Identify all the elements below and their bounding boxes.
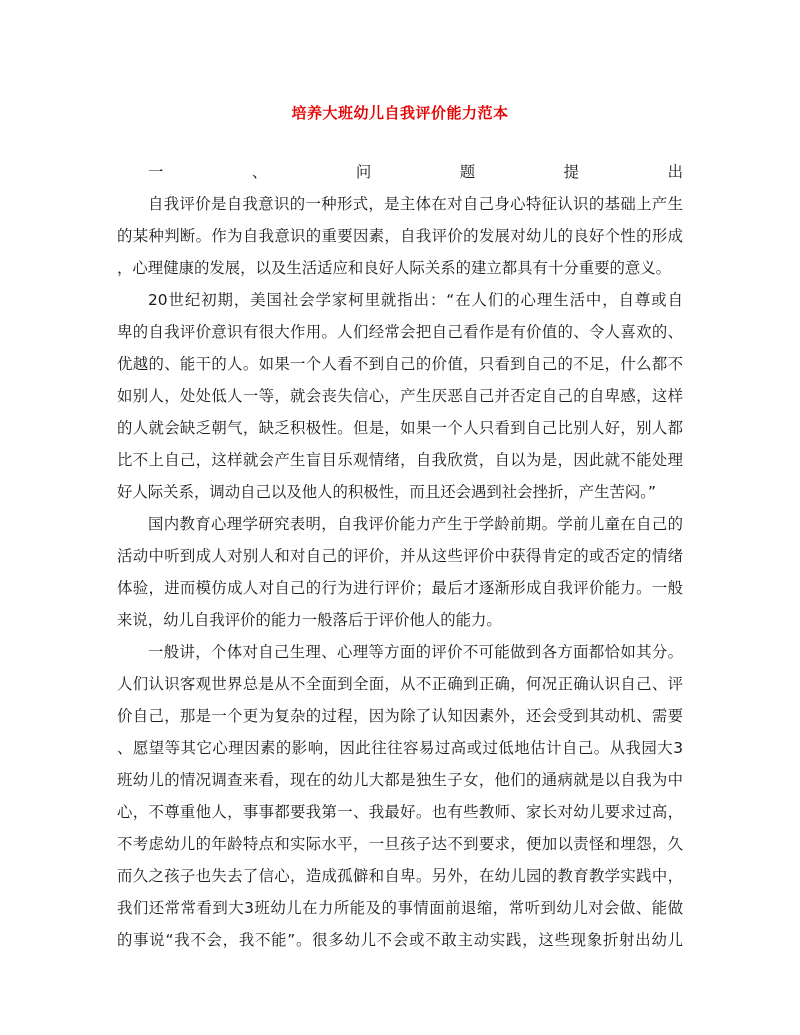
paragraph-line: 、愿望等其它心理因素的影响，因此往往容易过高或过低地估计自己。从我园大3 [117, 739, 683, 757]
paragraph-line: 自我评价是自我意识的一种形式，是主体在对自己身心特征认识的基础上产生 [148, 195, 683, 213]
paragraph-line: 国内教育心理学研究表明，自我评价能力产生于学龄前期。学前儿童在自己的 [148, 515, 683, 533]
paragraph-line: 的事说“我不会，我不能”。很多幼儿不会或不敢主动实践，这些现象折射出幼儿 [117, 931, 683, 949]
paragraph-line: 卑的自我评价意识有很大作用。人们经常会把自己看作是有价值的、令人喜欢的、 [117, 323, 683, 341]
paragraph-line: 心，不尊重他人，事事都要我第一、我最好。也有些教师、家长对幼儿要求过高， [117, 803, 683, 821]
paragraph-line: 而久之孩子也失去了信心，造成孤僻和自卑。另外，在幼儿园的教育教学实践中， [117, 867, 683, 885]
paragraph-line: 的人就会缺乏朝气，缺乏积极性。但是，如果一个人只看到自己比别人好，别人都 [117, 419, 683, 437]
paragraph-line: 一般讲，个体对自己生理、心理等方面的评价不可能做到各方面都恰如其分。 [148, 643, 683, 661]
paragraph-line: 优越的、能干的人。如果一个人看不到自己的价值，只看到自己的不足，什么都不 [117, 355, 683, 373]
paragraph-line: 好人际关系，调动自己以及他人的积极性，而且还会遇到社会挫折，产生苦闷。” [117, 483, 656, 501]
paragraph-line: 我们还常常看到大3班幼儿在力所能及的事情面前退缩，常听到幼儿对会做、能做 [117, 899, 683, 917]
paragraph-line: 的某种判断。作为自我意识的重要因素，自我评价的发展对幼儿的良好个性的形成 [117, 227, 683, 245]
paragraph-line: 班幼儿的情况调查来看，现在的幼儿大都是独生子女，他们的通病就是以自我为中 [117, 771, 683, 789]
document-body [117, 156, 683, 956]
paragraph-line: ，心理健康的发展，以及生活适应和良好人际关系的建立都具有十分重要的意义。 [117, 259, 672, 277]
document-title: 培养大班幼儿自我评价能力范本 [291, 104, 509, 122]
section-heading: 一、问题提出 [148, 163, 683, 181]
paragraph-line: 来说，幼儿自我评价的能力一般落后于评价他人的能力。 [117, 611, 502, 629]
paragraph-line: 活动中听到成人对别人和对自己的评价，并从这些评价中获得肯定的或否定的情绪 [117, 547, 683, 565]
paragraph-line: 体验，进而模仿成人对自己的行为进行评价；最后才逐渐形成自我评价能力。一般 [117, 579, 683, 597]
paragraph-line: 20世纪初期，美国社会学家柯里就指出：“在人们的心理生活中，自尊或自 [148, 291, 683, 309]
paragraph-line: 如别人，处处低人一等，就会丧失信心，产生厌恶自己并否定自己的自卑感，这样 [117, 387, 683, 405]
paragraph-line: 比不上自己，这样就会产生盲目乐观情绪，自我欣赏，自以为是，因此就不能处理 [117, 451, 683, 469]
paragraph-line: 价自己，那是一个更为复杂的过程，因为除了认知因素外，还会受到其动机、需要 [117, 707, 683, 725]
paragraph-line: 不考虑幼儿的年龄特点和实际水平，一旦孩子达不到要求，便加以责怪和埋怨，久 [117, 835, 683, 853]
paragraph-line: 人们认识客观世界总是从不全面到全面，从不正确到正确，何况正确认识自己、评 [117, 675, 683, 693]
